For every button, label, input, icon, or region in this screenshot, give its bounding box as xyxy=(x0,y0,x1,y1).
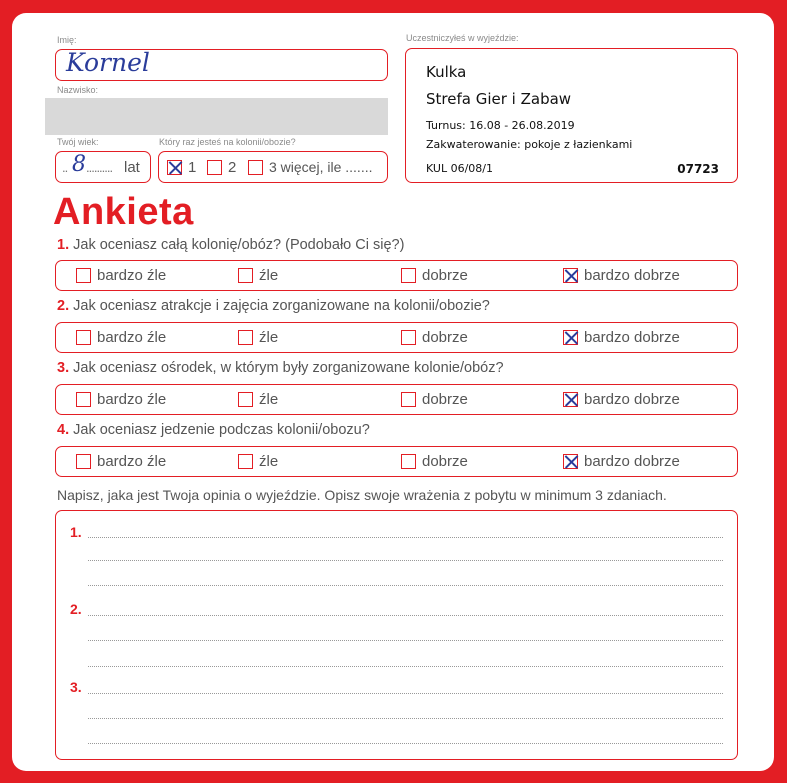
rating-1-option-dobrze[interactable]: dobrze xyxy=(401,267,468,284)
trip-box xyxy=(405,48,738,183)
wiek-dots: .......... xyxy=(86,160,113,175)
ktory-raz-field xyxy=(158,151,388,183)
opinion-textarea[interactable] xyxy=(55,510,738,760)
wiek-field[interactable]: .. 8 .......... lat xyxy=(55,151,151,183)
rating-row-3 xyxy=(55,384,738,415)
ktory-raz-option-2[interactable]: 2 xyxy=(207,159,236,176)
rating-row-4 xyxy=(55,446,738,477)
checkbox[interactable] xyxy=(207,160,222,175)
checkbox[interactable] xyxy=(401,454,416,469)
question-2: 2. Jak oceniasz atrakcje i zajęcia zorganizowane na kolonii/obozie? xyxy=(57,298,490,314)
imie-value: Kornel xyxy=(66,48,150,77)
wiek-unit: lat xyxy=(124,159,140,176)
question-3: 3. Jak oceniasz ośrodek, w którym były zorganizowane kolonie/obóz? xyxy=(57,360,504,376)
writing-line xyxy=(88,718,723,719)
writing-line xyxy=(88,537,723,538)
rating-3-option-dobrze[interactable]: dobrze xyxy=(401,391,468,408)
checkbox[interactable] xyxy=(238,330,253,345)
opinion-number-3: 3. xyxy=(70,679,82,695)
rating-row-2 xyxy=(55,322,738,353)
writing-line xyxy=(88,693,723,694)
checkbox[interactable] xyxy=(401,392,416,407)
checkbox[interactable] xyxy=(238,392,253,407)
writing-line xyxy=(88,615,723,616)
opinion-prompt: Napisz, jaka jest Twoja opinia o wyjeździe. Opisz swoje wrażenia z pobytu w minimum 3 zdaniach. xyxy=(57,487,667,503)
rating-3-option-bardzo-zle[interactable]: bardzo źle xyxy=(76,391,166,408)
rating-2-option-zle[interactable]: źle xyxy=(238,329,278,346)
trip-number: 07723 xyxy=(677,162,719,176)
writing-line xyxy=(88,585,723,586)
checkbox[interactable] xyxy=(76,392,91,407)
rating-4-option-bardzo-zle[interactable]: bardzo źle xyxy=(76,453,166,470)
checkbox[interactable] xyxy=(238,268,253,283)
rating-3-option-zle[interactable]: źle xyxy=(238,391,278,408)
checkbox[interactable] xyxy=(248,160,263,175)
writing-line xyxy=(88,640,723,641)
checkbox[interactable] xyxy=(76,268,91,283)
question-1: 1. Jak oceniasz całą kolonię/obóz? (Podobało Ci się?) xyxy=(57,237,405,253)
checkbox[interactable] xyxy=(401,268,416,283)
rating-3-option-bardzo-dobrze[interactable]: bardzo dobrze xyxy=(563,391,680,408)
rating-4-option-zle[interactable]: źle xyxy=(238,453,278,470)
trip-name: Kulka xyxy=(426,63,467,81)
checkbox-checked[interactable] xyxy=(563,330,578,345)
rating-2-option-bardzo-zle[interactable]: bardzo źle xyxy=(76,329,166,346)
trip-label: Uczestniczyłeś w wyjeździe: xyxy=(406,33,519,43)
wiek-label: Twój wiek: xyxy=(57,137,99,147)
checkbox-checked[interactable] xyxy=(563,392,578,407)
checkbox[interactable] xyxy=(76,454,91,469)
rating-1-option-bardzo-zle[interactable]: bardzo źle xyxy=(76,267,166,284)
ktory-raz-option-3[interactable]: 3 więcej, ile ....... xyxy=(248,159,372,175)
opinion-number-2: 2. xyxy=(70,601,82,617)
checkbox[interactable] xyxy=(238,454,253,469)
ktory-raz-label: Który raz jesteś na kolonii/obozie? xyxy=(159,137,296,147)
rating-1-option-zle[interactable]: źle xyxy=(238,267,278,284)
wiek-value: 8 xyxy=(72,152,86,177)
question-4: 4. Jak oceniasz jedzenie podczas kolonii/obozu? xyxy=(57,422,370,438)
imie-field[interactable] xyxy=(55,49,388,81)
checkbox-checked[interactable] xyxy=(563,454,578,469)
rating-2-option-dobrze[interactable]: dobrze xyxy=(401,329,468,346)
survey-sheet xyxy=(12,13,774,771)
opinion-number-1: 1. xyxy=(70,524,82,540)
rating-4-option-dobrze[interactable]: dobrze xyxy=(401,453,468,470)
rating-2-option-bardzo-dobrze[interactable]: bardzo dobrze xyxy=(563,329,680,346)
trip-zakwaterowanie: Zakwaterowanie: pokoje z łazienkami xyxy=(426,138,633,151)
rating-row-1 xyxy=(55,260,738,291)
checkbox-checked[interactable] xyxy=(563,268,578,283)
page-title: Ankieta xyxy=(53,191,194,233)
trip-code: KUL 06/08/1 xyxy=(426,162,493,175)
writing-line xyxy=(88,560,723,561)
imie-label: Imię: xyxy=(57,35,77,45)
nazwisko-redacted xyxy=(45,98,388,135)
trip-turnus: Turnus: 16.08 - 26.08.2019 xyxy=(426,119,575,132)
checkbox[interactable] xyxy=(76,330,91,345)
writing-line xyxy=(88,743,723,744)
trip-subtitle: Strefa Gier i Zabaw xyxy=(426,90,572,108)
writing-line xyxy=(88,666,723,667)
checkbox-checked[interactable] xyxy=(167,160,182,175)
nazwisko-label: Nazwisko: xyxy=(57,85,99,95)
ktory-raz-option-1[interactable]: 1 xyxy=(167,159,196,176)
checkbox[interactable] xyxy=(401,330,416,345)
rating-4-option-bardzo-dobrze[interactable]: bardzo dobrze xyxy=(563,453,680,470)
rating-1-option-bardzo-dobrze[interactable]: bardzo dobrze xyxy=(563,267,680,284)
